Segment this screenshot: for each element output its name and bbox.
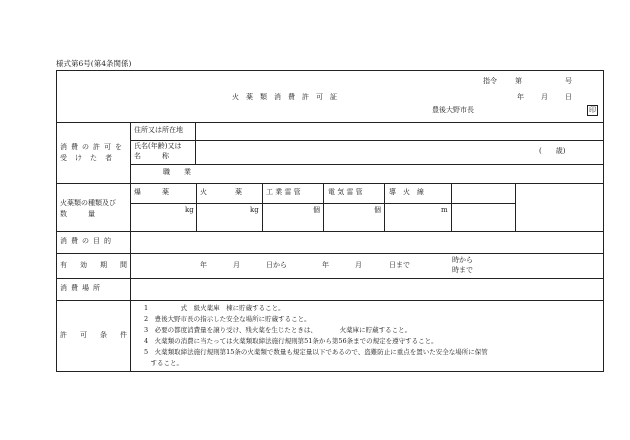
explosive-type-electric-detonator: 電 気 雷 管 [328,188,363,196]
explosives-label-line2: 数 量 [60,210,95,218]
applicant-label-line1: 消費の許可を [60,143,126,151]
validity-time-from: 時から [452,256,473,264]
conditions-label: 許可条件 [60,331,140,339]
form-number-label: 様式第6号(第4条関係) [56,59,132,68]
issue-month-label: 月 [541,93,548,101]
rule-col-4 [384,183,385,231]
go-label: 号 [565,77,572,85]
rule-name-bottom [130,164,604,165]
rule-occupation-bottom [56,183,604,184]
explosive-type-powder: 火 薬 [200,188,242,196]
validity-from-day: 日から [266,261,287,269]
dai-label: 第 [515,77,522,85]
occupation-label: 職 業 [163,168,191,176]
unit-fuse: m [441,206,448,214]
purpose-label: 消費の目的 [60,237,115,245]
place-label: 消費場所 [60,284,104,292]
issue-day-label: 日 [565,93,572,101]
condition-item-5: 5 火薬類取締法施行規則第15条の火薬類で数量も規定量以下であるので、盗難防止に重点を置いた安全な場所に保管 [144,348,488,356]
rule-validity-bottom [56,278,604,279]
name-label-line1: 氏名(年齢)又は [134,142,182,150]
explosive-type-fuse: 導 火 線 [389,188,424,196]
rule-header-bottom [56,122,604,123]
explosives-label-line1: 火薬類の種類及び [60,199,116,207]
age-paren: ( 歳) [539,147,566,155]
applicant-label-line2: 受けた者 [60,154,120,162]
rule-purpose-bottom [56,253,604,254]
explosive-type-industrial-detonator: 工 業 雷 管 [266,188,301,196]
validity-time-until: 時まで [452,266,473,274]
shirei-label: 指令 [483,77,497,85]
condition-item-1: 1 式 級火薬庫 棟に貯蔵すること。 [144,304,285,312]
condition-item-5-cont: すること。 [144,359,183,367]
rule-place-bottom [56,300,604,301]
unit-electric-detonator: 個 [374,206,381,214]
official-seal-box: 印 [589,106,596,114]
condition-item-4: 4 火薬類の消費に当たっては火薬類取締法施行規則第51条から第56条までの規定を遵守すること。 [144,337,438,345]
validity-until-month: 月 [355,261,362,269]
validity-from-month: 月 [233,261,240,269]
condition-item-3: 3 必要の都度消費量を譲り受け、残火薬を生じたときは、 火薬庫に貯蔵すること。 [144,326,412,334]
condition-item-2: 2 豊後大野市長の指示した安全な場所に貯蔵すること。 [144,315,311,323]
rule-col-2 [262,183,263,231]
rule-col-3 [323,183,324,231]
issue-year-label: 年 [517,93,524,101]
rule-col-1 [196,183,197,231]
unit-blasting: kg [185,206,194,214]
document-title: 火 薬 類 消 費 許 可 証 [232,93,337,101]
validity-from-year: 年 [200,261,207,269]
issuer-mayor: 豊後大野市長 [432,106,474,114]
explosive-type-blasting: 爆 薬 [134,188,169,196]
validity-until-day: 日まで [389,261,410,269]
unit-powder: kg [250,206,259,214]
rule-col-5 [451,183,452,231]
validity-until-year: 年 [322,261,329,269]
rule-address-label-col [195,122,196,164]
unit-industrial-detonator: 個 [313,206,320,214]
address-label: 住所又は所在地 [134,126,183,134]
rule-address-bottom [130,140,604,141]
validity-label: 有効期間 [60,261,140,269]
rule-explosive-bottom [56,231,604,232]
rule-col-6 [515,183,516,231]
name-label-line2: 名 称 [134,152,169,160]
